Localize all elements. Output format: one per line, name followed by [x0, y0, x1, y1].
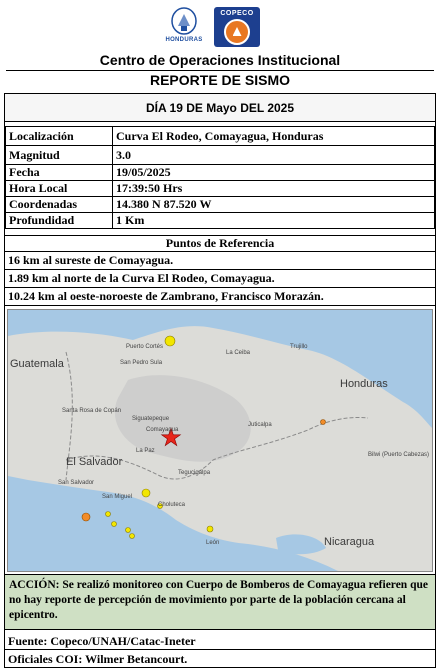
map-label-country: Honduras	[340, 378, 388, 390]
detail-label: Fecha	[6, 165, 113, 181]
gulf-of-fonseca	[128, 509, 168, 522]
detail-value: 19/05/2025	[113, 165, 435, 181]
detail-value: 17:39:50 Hrs	[113, 181, 435, 197]
detail-row-date	[6, 165, 435, 181]
map-label-city: Puerto Cortés	[126, 344, 164, 350]
map-graphic	[8, 310, 432, 571]
event-marker	[106, 512, 111, 517]
action-note: ACCIÓN: Se realizó monitoreo con Cuerpo de Bomberos de Comayagua refieren que no hay reporte de percepción de movimiento por parte de la población cercana al epicentro.	[5, 574, 435, 630]
map-label-country: Guatemala	[10, 358, 64, 370]
detail-value: 1 Km	[113, 213, 435, 229]
map-label-city: La Paz	[136, 448, 155, 454]
reference-point: 10.24 km al oeste-noroeste de Zambrano, Francisco Morazán.	[5, 288, 435, 306]
map-label-city: Bilwi (Puerto Cabezas)	[368, 452, 430, 458]
event-marker	[82, 513, 90, 521]
report-header	[0, 0, 440, 70]
epicenter-map	[7, 309, 433, 572]
earthquake-details	[5, 126, 435, 229]
officials-line: Oficiales COI: Wilmer Betancourt.	[8, 652, 188, 666]
map-label-city: Trujillo	[290, 344, 308, 350]
copeco-logo-word: COPECO	[220, 9, 254, 17]
map-label-city: La Ceiba	[226, 350, 251, 356]
map-label-country: El Salvador	[66, 456, 123, 468]
map-label-city: Juticalpa	[248, 422, 272, 428]
detail-label: Magnitud	[6, 146, 113, 165]
detail-row-coordinates	[6, 197, 435, 213]
honduras-government-logo	[157, 6, 211, 48]
coat-of-arms-icon	[169, 6, 199, 36]
map-label-country: Nicaragua	[324, 536, 375, 548]
event-marker	[165, 336, 175, 346]
map-label-city: San Pedro Sula	[120, 360, 163, 366]
header-divider	[6, 70, 434, 71]
detail-row-local-time	[6, 181, 435, 197]
detail-label: Hora Local	[6, 181, 113, 197]
report-table	[4, 93, 436, 668]
detail-value: 14.380 N 87.520 W	[113, 197, 435, 213]
reference-point: 1.89 km al norte de la Curva El Rodeo, Comayagua.	[5, 270, 435, 288]
detail-value: 3.0	[113, 146, 435, 165]
map-label-city: Siguatepeque	[132, 416, 170, 422]
detail-row-location	[6, 127, 435, 146]
reference-point: 16 km al sureste de Comayagua.	[5, 252, 435, 270]
map-label-city: San Miguel	[102, 494, 133, 500]
map-label-city: León	[206, 540, 220, 546]
detail-value: Curva El Rodeo, Comayagua, Honduras	[113, 127, 435, 146]
map-label-city: San Salvador	[58, 480, 95, 486]
reference-points-heading: Puntos de Referencia	[5, 235, 435, 252]
event-marker	[126, 528, 131, 533]
reference-points	[5, 235, 435, 306]
detail-row-magnitude	[6, 146, 435, 165]
report-date: DÍA 19 DE Mayo DEL 2025	[5, 94, 435, 122]
event-marker	[130, 534, 135, 539]
map-label-city: Santa Rosa de Copán	[62, 408, 122, 414]
detail-row-depth	[6, 213, 435, 229]
detail-label: Profundidad	[6, 213, 113, 229]
honduras-logo-caption: HONDURAS	[165, 37, 203, 43]
map-label-city: Choluteca	[158, 502, 186, 508]
source-line: Fuente: Copeco/UNAH/Catac-Ineter	[5, 632, 435, 650]
event-marker	[321, 420, 326, 425]
event-marker	[207, 526, 213, 532]
copeco-logo	[214, 7, 260, 47]
copeco-emblem-icon	[224, 19, 250, 45]
map-label-city: Tegucigalpa	[178, 470, 211, 476]
report-title: REPORTE DE SISMO	[149, 72, 291, 88]
detail-label: Coordenadas	[6, 197, 113, 213]
organization-name: Centro de Operaciones Institucional	[99, 52, 341, 68]
map-label-city: Comayagua	[146, 427, 179, 433]
event-marker	[142, 489, 150, 497]
detail-label: Localización	[6, 127, 113, 146]
event-marker	[112, 522, 117, 527]
